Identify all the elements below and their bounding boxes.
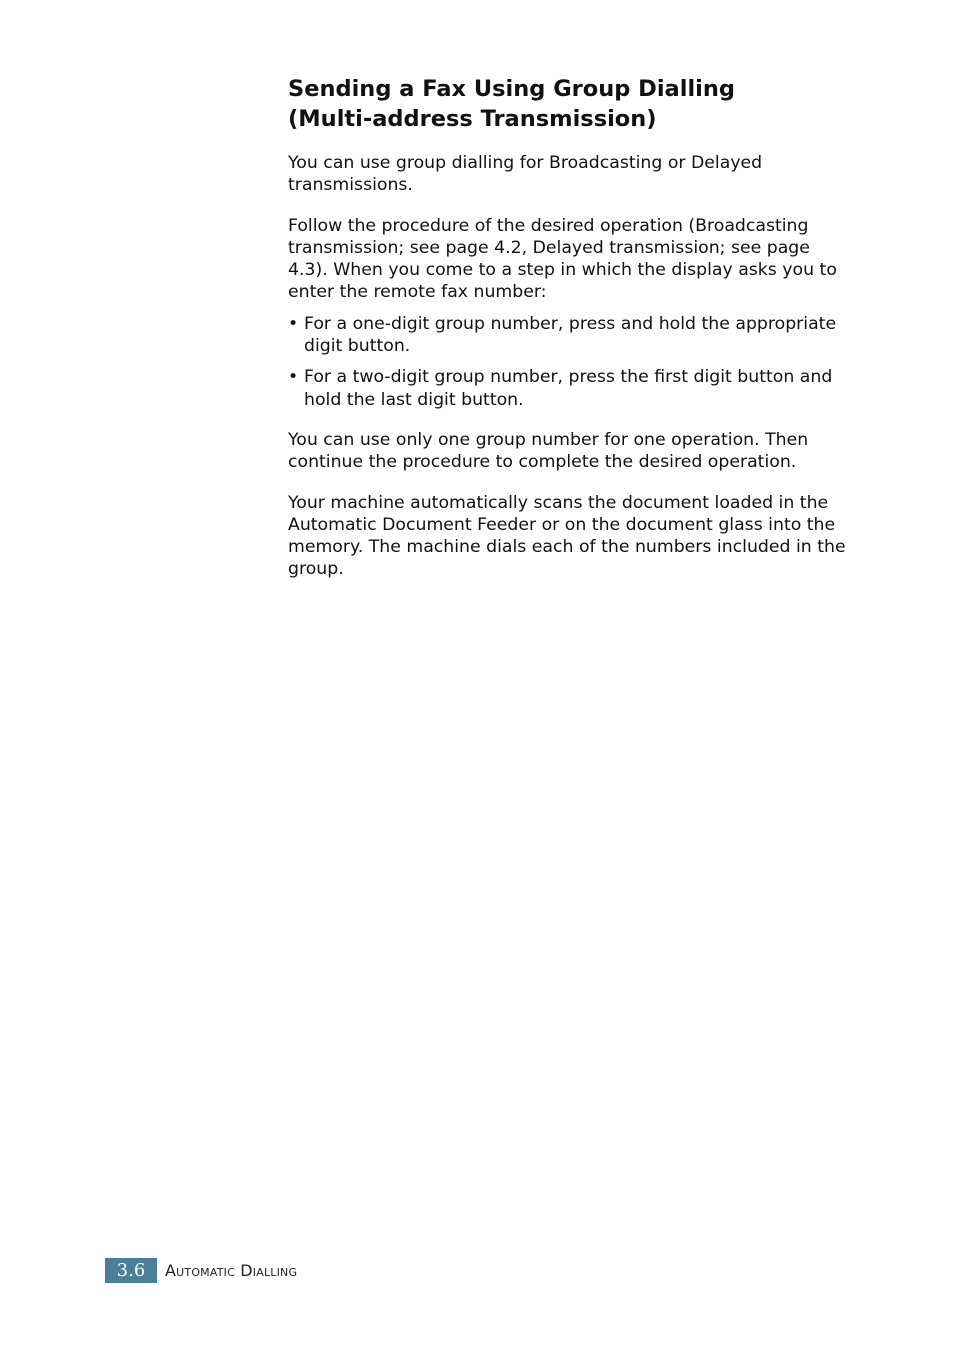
list-item: [288, 313, 854, 358]
heading-line-2: (Multi-address Transmission): [288, 106, 657, 132]
scanning-paragraph: Your machine automatically scans the document loaded in the Automatic Document Feeder or on the document glass into the memory. The machine dials each of the numbers included in the group.: [288, 492, 846, 580]
procedure-paragraph: Follow the procedure of the desired operation (Broadcasting transmission; see page 4.2, Delayed transmission; see page 4.3). When you come to a step in which the display asks you to enter the remote fax number:: [288, 215, 837, 303]
limitation-paragraph: You can use only one group number for one operation. Then continue the procedure to complete the desired operation.: [288, 429, 809, 473]
page-footer: [105, 1258, 297, 1283]
page-content: [288, 74, 854, 599]
list-item: [288, 366, 854, 411]
footer-section-title: Automatic Dialling: [165, 1261, 298, 1280]
page-number-badge: 3.6: [105, 1258, 157, 1283]
bullet-list: [288, 313, 854, 411]
intro-paragraph: You can use group dialling for Broadcasting or Delayed transmissions.: [288, 153, 763, 196]
bullet-text: For a one-digit group number, press and hold the appropriate digit button.: [304, 313, 837, 357]
heading-line-1: Sending a Fax Using Group Dialling: [288, 76, 736, 102]
bullet-symbol: •: [288, 313, 299, 334]
section-heading: [288, 74, 854, 134]
bullet-symbol: •: [288, 367, 299, 388]
bullet-text: For a two-digit group number, press the first digit button and hold the last digit button.: [304, 367, 833, 410]
